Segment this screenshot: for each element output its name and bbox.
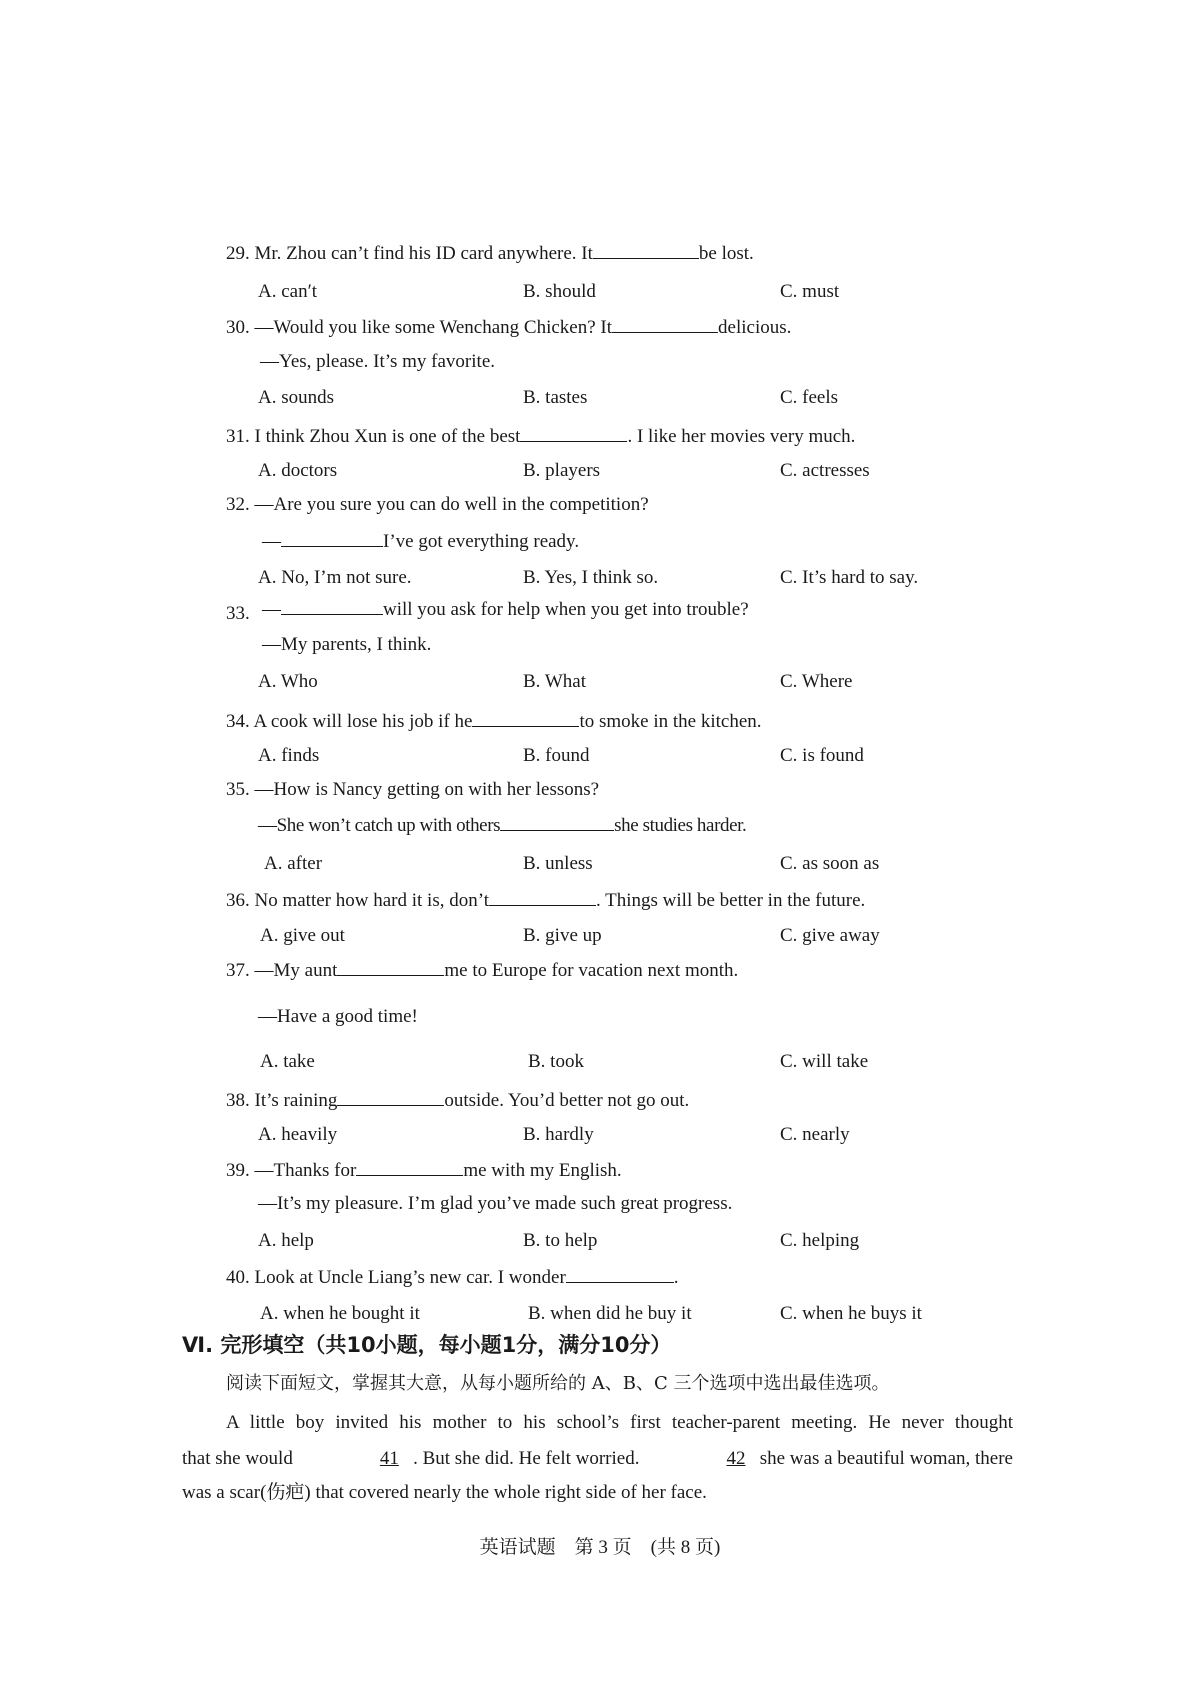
question-stem-end: me to Europe for vacation next month. xyxy=(444,960,739,981)
option-c: C. give away xyxy=(780,925,880,946)
question-31 xyxy=(226,423,855,449)
dialogue-reply: —Have a good time! xyxy=(258,1006,418,1027)
question-number: 39. xyxy=(226,1160,250,1181)
question-number: 37. xyxy=(226,960,250,981)
question-38 xyxy=(226,1087,689,1113)
question-stem: No matter how hard it is, don’t xyxy=(254,890,489,911)
section-heading: Ⅵ. 完形填空（共10小题，每小题1分，满分10分） xyxy=(182,1333,672,1357)
answer-blank xyxy=(281,528,383,547)
option-a: A. take xyxy=(260,1051,315,1072)
question-40 xyxy=(226,1264,679,1290)
dialogue-reply: — I’ve got everything ready. xyxy=(262,528,579,554)
answer-blank xyxy=(520,423,627,442)
question-29 xyxy=(226,240,754,266)
option-c: C. It’s hard to say. xyxy=(780,567,919,588)
question-30 xyxy=(226,314,791,340)
option-c: C. feels xyxy=(780,387,839,408)
question-33-number: 33. xyxy=(226,603,250,624)
question-stem-end: be lost. xyxy=(698,243,754,264)
question-stem-end: will you ask for help when you get into trouble? xyxy=(383,599,749,620)
question-stem-end: . Things will be better in the future. xyxy=(595,890,866,911)
option-a: A. after xyxy=(264,853,323,874)
question-stem: —Thanks for xyxy=(254,1160,357,1181)
question-stem-end: . I like her movies very much. xyxy=(627,426,856,447)
section-instruction: 阅读下面短文，掌握其大意，从每小题所给的 A、B、C 三个选项中选出最佳选项。 xyxy=(226,1373,890,1394)
question-stem: Mr. Zhou can’t find his ID card anywhere. It xyxy=(254,243,593,264)
option-a: A. No, I’m not sure. xyxy=(258,567,412,588)
option-a: A. Who xyxy=(258,671,318,692)
passage-line-1: A little boy invited his mother to his school’s first teacher-parent meeting. He never thought xyxy=(226,1412,1013,1433)
question-number: 29. xyxy=(226,243,250,264)
option-b: B. unless xyxy=(523,853,593,874)
option-b: B. give up xyxy=(523,925,602,946)
option-a: A. give out xyxy=(260,925,345,946)
option-b: B. when did he buy it xyxy=(528,1303,692,1324)
blank-41: 41 xyxy=(379,1448,399,1469)
option-a: A. when he bought it xyxy=(260,1303,420,1324)
question-stem: —Would you like some Wenchang Chicken? It xyxy=(254,317,613,338)
answer-blank xyxy=(489,887,596,906)
option-b: B. tastes xyxy=(523,387,588,408)
option-c: C. actresses xyxy=(780,460,870,481)
option-b: B. found xyxy=(523,745,590,766)
option-c: C. will take xyxy=(780,1051,869,1072)
passage-line-3: was a scar(伤疤) that covered nearly the whole right side of her face. xyxy=(182,1482,707,1503)
question-stem: —How is Nancy getting on with her lessons? xyxy=(254,779,600,800)
question-number: 36. xyxy=(226,890,250,911)
answer-blank xyxy=(593,240,699,259)
question-34 xyxy=(226,708,762,734)
page-footer: 英语试题 第 3 页 (共 8 页) xyxy=(479,1537,721,1558)
option-c: C. nearly xyxy=(780,1124,850,1145)
question-stem: — xyxy=(262,599,281,620)
passage-line-2: that she would 41 . But she did. He felt worried. 42 she was a beautiful woman, there xyxy=(182,1448,1013,1469)
question-stem: Look at Uncle Liang’s new car. I wonder xyxy=(254,1267,566,1288)
option-b: B. to help xyxy=(523,1230,598,1251)
dialogue-reply: —It’s my pleasure. I’m glad you’ve made such great progress. xyxy=(258,1193,733,1214)
option-b: B. players xyxy=(523,460,601,481)
question-stem: A cook will lose his job if he xyxy=(253,711,473,732)
option-a: A. doctors xyxy=(258,460,338,481)
option-a: A. finds xyxy=(258,745,320,766)
question-stem: It’s raining xyxy=(254,1090,338,1111)
question-stem-end: . xyxy=(673,1267,679,1288)
question-35 xyxy=(226,778,599,802)
option-a: A. can′t xyxy=(258,281,318,302)
question-number: 34. xyxy=(226,711,250,732)
option-a: A. sounds xyxy=(258,387,335,408)
answer-blank xyxy=(337,1087,444,1106)
option-b: B. What xyxy=(523,671,586,692)
question-number: 32. xyxy=(226,494,250,515)
option-c: C. when he buys it xyxy=(780,1303,922,1324)
question-stem: —Are you sure you can do well in the competition? xyxy=(254,494,649,515)
question-39 xyxy=(226,1157,622,1183)
answer-blank xyxy=(337,957,444,976)
option-c: C. as soon as xyxy=(780,853,880,874)
option-c: C. is found xyxy=(780,745,864,766)
question-stem: I think Zhou Xun is one of the best xyxy=(254,426,521,447)
question-36 xyxy=(226,887,865,913)
option-b: B. took xyxy=(528,1051,584,1072)
question-stem-end: to smoke in the kitchen. xyxy=(579,711,762,732)
option-b: B. should xyxy=(523,281,596,302)
dialogue-reply: —She won’t catch up with others she studies harder. xyxy=(258,812,746,838)
question-number: 30. xyxy=(226,317,250,338)
question-33 xyxy=(262,596,749,622)
answer-blank xyxy=(472,708,579,727)
dialogue-reply: —My parents, I think. xyxy=(262,634,432,655)
answer-blank xyxy=(356,1157,463,1176)
answer-blank xyxy=(566,1264,674,1283)
question-number: 38. xyxy=(226,1090,250,1111)
question-number: 31. xyxy=(226,426,250,447)
option-c: C. Where xyxy=(780,671,853,692)
question-stem-end: delicious. xyxy=(718,317,792,338)
question-32 xyxy=(226,493,649,517)
answer-blank xyxy=(612,314,718,333)
option-a: A. help xyxy=(258,1230,314,1251)
question-number: 35. xyxy=(226,779,250,800)
question-stem-end: me with my English. xyxy=(463,1160,622,1181)
option-b: B. Yes, I think so. xyxy=(523,567,659,588)
option-b: B. hardly xyxy=(523,1124,594,1145)
option-c: C. helping xyxy=(780,1230,860,1251)
answer-blank xyxy=(500,812,614,831)
option-c: C. must xyxy=(780,281,840,302)
answer-blank xyxy=(281,596,383,615)
question-37 xyxy=(226,957,738,983)
dialogue-reply: —Yes, please. It’s my favorite. xyxy=(260,351,496,372)
question-number: 40. xyxy=(226,1267,250,1288)
question-stem: —My aunt xyxy=(254,960,338,981)
blank-42: 42 xyxy=(726,1448,746,1469)
option-a: A. heavily xyxy=(258,1124,338,1145)
question-stem-end: outside. You’d better not go out. xyxy=(444,1090,690,1111)
